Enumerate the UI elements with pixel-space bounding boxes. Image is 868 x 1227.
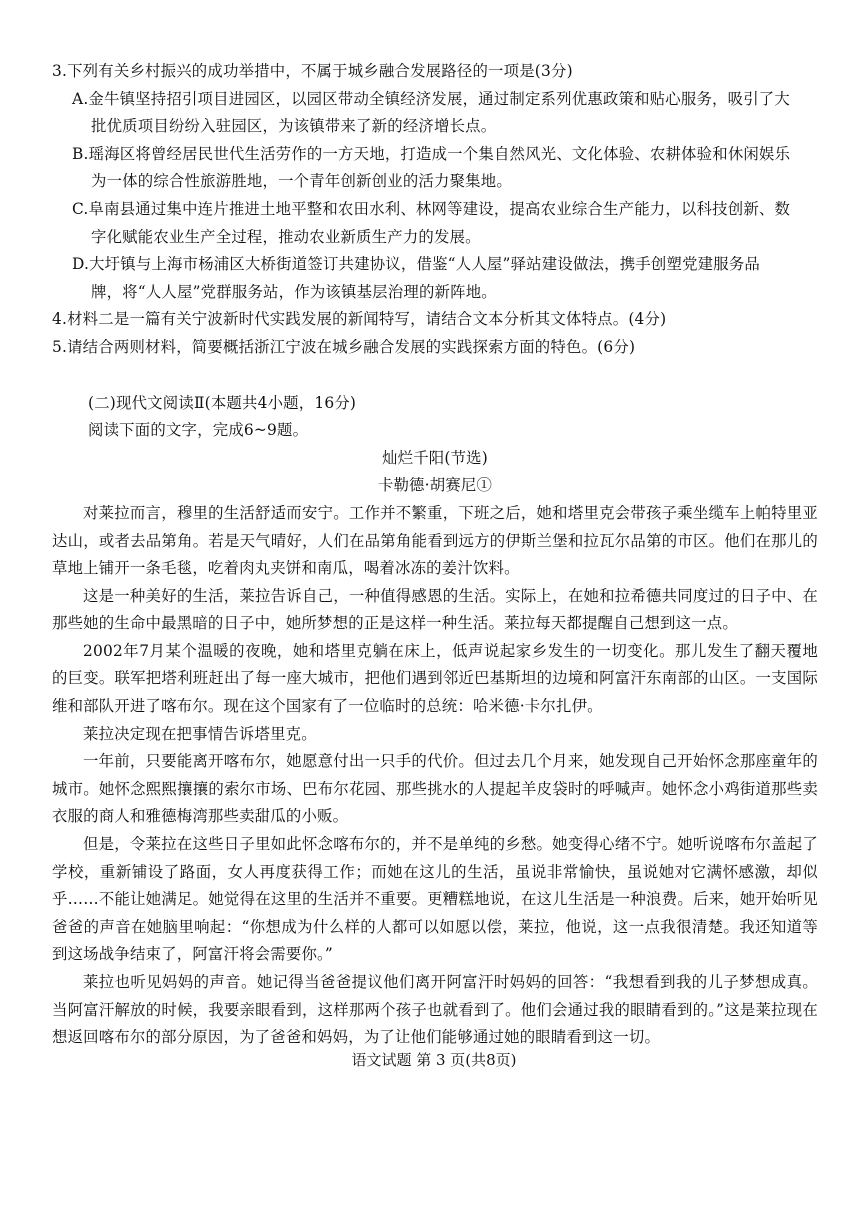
passage-paragraph-2: 这是一种美好的生活，莱拉告诉自己，一种值得感恩的生活。实际上，在她和拉希德共同度过的日子中、在那些她的生命中最黑暗的日子中，她所梦想的正是这样一种生活。莱拉每天都提醒自己想到这一点。 <box>52 586 818 633</box>
question-3-stem: 3.下列有关乡村振兴的成功举措中，不属于城乡融合发展路径的一项是(3分) <box>52 62 573 80</box>
section-2-heading: (二)现代文阅读Ⅱ(本题共4小题，16分) <box>88 393 357 412</box>
option-b-line1: B.瑶海区将曾经居民世代生活劳作的一方天地，打造成一个集自然风光、文化体验、农耕体验和休闲娱乐 <box>72 144 791 163</box>
passage-paragraph-1: 对莱拉而言，穆里的生活舒适而安宁。工作并不繁重，下班之后，她和塔里克会带孩子乘坐缆车上帕特里亚达山，或者去品第角。若是天气晴好，人们在品第角能看到远方的伊斯兰堡和拉瓦尔品第的市区。他们在那儿的草地上铺开一条毛毯，吃着肉丸夹饼和南瓜，喝着冰冻的姜汁饮料。 <box>52 503 818 578</box>
option-d-line1: D.大圩镇与上海市杨浦区大桥街道签订共建协议，借鉴“人人屋”驿站建设做法，携手创塑党建服务品 <box>72 255 761 274</box>
passage-paragraph-6: 但是，令莱拉在这些日子里如此怀念喀布尔的，并不是单纯的乡愁。她变得心绪不宁。她听说喀布尔盖起了学校，重新铺设了路面，女人再度获得工作；而她在这儿的生活，虽说非常愉快，虽说她对它满怀感激，却似乎……不能让她满足。她觉得在这里的生活并不重要。更糟糕地说，在这儿生活是一种浪费。后来，她开始听见爸爸的声音在她脑里响起：“你想成为什么样的人都可以如愿以偿，莱拉，他说，这一点我很清楚。我还知道等到这场战争结束了，阿富汗将会需要你。” <box>52 835 818 964</box>
question-3-option-a <box>52 86 818 141</box>
question-3-option-c <box>52 196 818 251</box>
question-5: 5.请结合两则材料，简要概括浙江宁波在城乡融合发展的实践探索方面的特色。(6分) <box>52 337 636 356</box>
option-b-line2: 为一体的综合性旅游胜地，一个青年创新创业的活力聚集地。 <box>91 172 512 191</box>
question-3-option-b <box>52 141 818 196</box>
option-a-line2: 批优质项目纷纷入驻园区，为该镇带来了新的经济增长点。 <box>91 117 497 136</box>
question-4: 4.材料二是一篇有关宁波新时代实践发展的新闻特写，请结合文本分析其文体特点。(4分) <box>52 310 667 329</box>
section-spacer <box>52 362 818 390</box>
page-footer: 语文试题 第 3 页(共8页) <box>351 1051 517 1069</box>
passage-paragraph-3: 2002年7月某个温暖的夜晚，她和塔里克躺在床上，低声说起家乡发生的一切变化。那儿发生了翻天覆地的巨变。联军把塔利班赶出了每一座大城市，把他们遇到邻近巴基斯坦的边境和阿富汗东南部的山区。一支国际维和部队开进了喀布尔。现在这个国家有了一位临时的总统：哈米德·卡尔扎伊。 <box>52 641 818 716</box>
section-2-instruction: 阅读下面的文字，完成6~9题。 <box>88 421 309 440</box>
passage-paragraph-4: 莱拉决定现在把事情告诉塔里克。 <box>83 724 317 743</box>
option-c-line1: C.阜南县通过集中连片推进土地平整和农田水利、林网等建设，提高农业综合生产能力，以科技创新、数 <box>72 199 791 218</box>
option-c-line2: 字化赋能农业生产全过程，推动农业新质生产力的发展。 <box>91 227 481 246</box>
option-a-line1: A.金牛镇坚持招引项目进园区，以园区带动全镇经济发展，通过制定系列优惠政策和贴心服务，吸引了大 <box>72 89 790 108</box>
passage-paragraph-7: 莱拉也听见妈妈的声音。她记得当爸爸提议他们离开阿富汗时妈妈的回答：“我想看到我的儿子梦想成真。当阿富汗解放的时候，我要亲眼看到，这样那两个孩子也就看到了。他们会通过我的眼睛看到的。”这是莱拉现在想返回喀布尔的部分原因，为了爸爸和妈妈，为了让他们能够通过她的眼睛看到这一切。 <box>52 973 818 1047</box>
option-d-line2: 牌，将“人人屋”党群服务站，作为该镇基层治理的新阵地。 <box>91 282 497 301</box>
passage-author: 卡勒德·胡赛尼① <box>377 476 493 495</box>
passage-paragraph-5: 一年前，只要能离开喀布尔，她愿意付出一只手的代价。但过去几个月来，她发现自己开始怀念那座童年的城市。她怀念熙熙攘攘的索尔市场、巴布尔花园、那些挑水的人提起羊皮袋时的呼喊声。她怀念小鸡街道那些卖衣服的商人和雅德梅湾那些卖甜瓜的小贩。 <box>52 752 818 826</box>
passage-title: 灿烂千阳(节选) <box>382 448 488 467</box>
question-3-option-d <box>52 251 818 306</box>
